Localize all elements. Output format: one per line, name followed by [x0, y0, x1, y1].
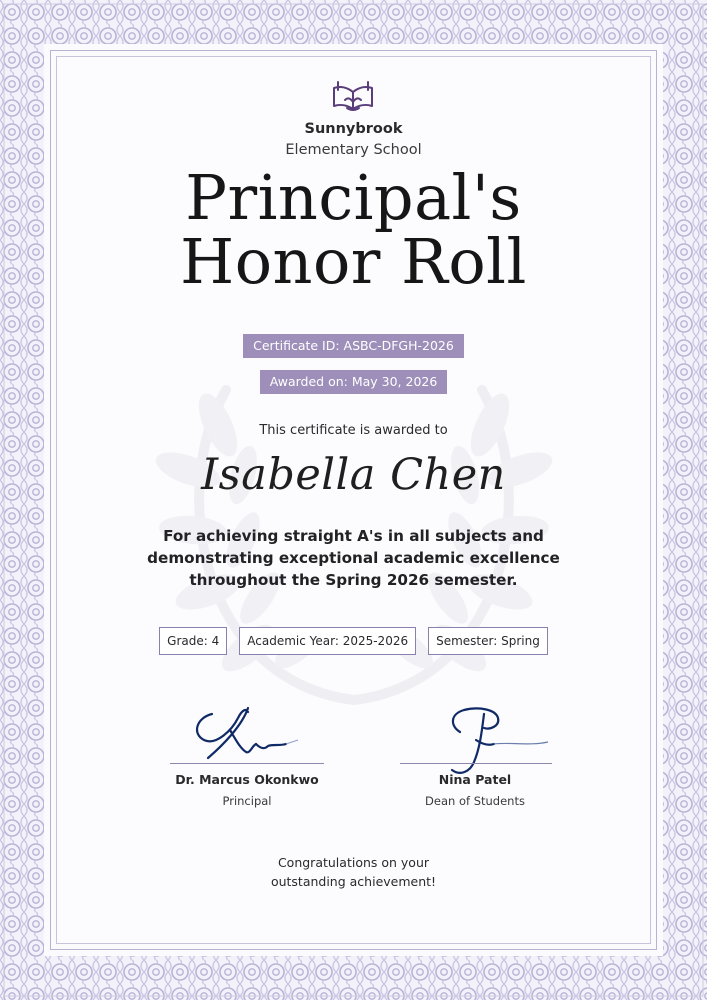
semester-box: Semester: Spring: [428, 627, 548, 655]
details-row: [0, 627, 707, 655]
principal-role: Principal: [222, 794, 272, 808]
award-reason: [0, 525, 707, 591]
principal-name: Dr. Marcus Okonkwo: [175, 772, 319, 787]
dean-name: Nina Patel: [438, 772, 512, 787]
reason-line-3: throughout the Spring 2026 semester.: [189, 571, 518, 589]
awarded-to-text: This certificate is awarded to: [259, 423, 448, 438]
dean-signature-line: [400, 763, 552, 764]
closing-line-1: Congratulations on your: [277, 855, 430, 870]
closing-line-2: outstanding achievement!: [270, 874, 437, 889]
certificate-id-badge: [0, 334, 707, 358]
closing-message: [0, 853, 707, 891]
awarded-date-badge: [0, 370, 707, 394]
certificate-id-label: Certificate ID: ASBC-DFGH-2026: [243, 334, 464, 358]
awarded-date-label: Awarded on: May 30, 2026: [260, 370, 448, 394]
school-subtitle: Elementary School: [285, 142, 422, 158]
recipient-name: Isabella Chen: [201, 450, 506, 500]
dean-role: Dean of Students: [425, 794, 525, 808]
reason-line-1: For achieving straight A's in all subjects and: [163, 527, 544, 545]
principal-signature: [186, 700, 316, 766]
grade-box: Grade: 4: [159, 627, 227, 655]
reason-line-2: demonstrating exceptional academic excellence: [147, 549, 560, 567]
principal-signature-line: [170, 763, 324, 764]
certificate-title: [0, 161, 707, 298]
academic-year-box: Academic Year: 2025-2026: [239, 627, 416, 655]
school-name: Sunnybrook: [304, 121, 403, 137]
open-book-icon: [332, 78, 374, 114]
title-line-1: Principal's: [185, 161, 522, 234]
title-line-2: Honor Roll: [180, 225, 527, 298]
